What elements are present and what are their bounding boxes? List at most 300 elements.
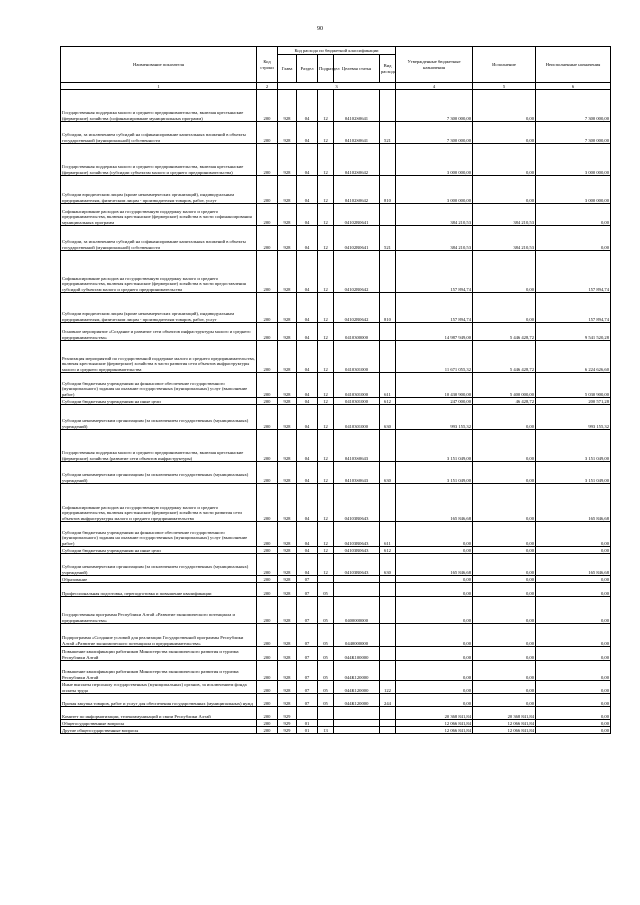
table-row bbox=[61, 226, 611, 251]
table-row bbox=[61, 647, 611, 661]
row-line-code: 200 bbox=[257, 398, 278, 405]
table-row bbox=[61, 373, 611, 398]
row-glava: 928 bbox=[278, 522, 297, 547]
row-glava: 928 bbox=[278, 122, 297, 144]
row-podrazdel: 12 bbox=[318, 90, 334, 122]
row-podrazdel: 12 bbox=[318, 144, 334, 176]
row-target: 04102R0641 bbox=[334, 226, 380, 251]
row-approved: 157 894,74 bbox=[396, 251, 473, 293]
row-execution: 0,00 bbox=[473, 576, 536, 583]
row-razdel: 07 bbox=[297, 624, 318, 647]
row-execution: 12 066 841,84 bbox=[473, 727, 536, 734]
row-approved: 12 066 841,84 bbox=[396, 720, 473, 727]
row-razdel: 07 bbox=[297, 583, 318, 597]
row-target: 04103R0643 bbox=[334, 484, 380, 522]
row-podrazdel: 12 bbox=[318, 323, 334, 341]
header-unexecuted: Неисполненные назначения bbox=[536, 47, 611, 83]
row-line-code: 200 bbox=[257, 373, 278, 398]
row-razdel: 04 bbox=[297, 90, 318, 122]
row-unexecuted: 200 571,28 bbox=[536, 398, 611, 405]
row-vid bbox=[380, 720, 396, 727]
row-execution: 0,00 bbox=[473, 144, 536, 176]
row-target: 04102S0641 bbox=[334, 122, 380, 144]
header-approved: Утвержденные бюджетные назначения bbox=[396, 47, 473, 83]
row-razdel: 07 bbox=[297, 576, 318, 583]
row-podrazdel: 12 bbox=[318, 122, 334, 144]
row-approved: 384 210,53 bbox=[396, 226, 473, 251]
row-unexecuted: 0,00 bbox=[536, 226, 611, 251]
row-razdel: 04 bbox=[297, 430, 318, 462]
row-target: 04103R0643 bbox=[334, 547, 380, 554]
table-row bbox=[61, 323, 611, 341]
row-target: 0410301000 bbox=[334, 398, 380, 405]
row-vid: 521 bbox=[380, 226, 396, 251]
header-target: Целевая статья bbox=[334, 55, 380, 83]
row-vid bbox=[380, 647, 396, 661]
row-glava: 928 bbox=[278, 554, 297, 576]
row-podrazdel: 12 bbox=[318, 398, 334, 405]
table-row bbox=[61, 176, 611, 204]
row-target: 044К120000 bbox=[334, 681, 380, 694]
row-execution: 0,00 bbox=[473, 583, 536, 597]
row-name: Субсидии бюджетным учреждениям на иные цели bbox=[61, 547, 257, 554]
table-row bbox=[61, 522, 611, 547]
row-razdel: 04 bbox=[297, 144, 318, 176]
col-number: 1 bbox=[61, 83, 257, 90]
row-unexecuted: 0,00 bbox=[536, 661, 611, 681]
row-name: Софинансирование расходов на государственную поддержку малого и среднего предпринимательства, включая крестьянские (фермерские) хозяйства в части предоставления субсидий субъектам малого и среднего предпринимательства bbox=[61, 251, 257, 293]
table-row bbox=[61, 547, 611, 554]
row-target: 04102S0642 bbox=[334, 176, 380, 204]
row-unexecuted: 0,00 bbox=[536, 681, 611, 694]
row-podrazdel: 13 bbox=[318, 727, 334, 734]
row-glava: 928 bbox=[278, 323, 297, 341]
row-glava: 928 bbox=[278, 694, 297, 707]
row-name: Софинансирование расходов на государственную поддержку малого и среднего предпринимательства, включая крестьянские (фермерские) хозяйства в части развития сети объектов инфраструктуры малого и среднего предпринимательства bbox=[61, 484, 257, 522]
row-unexecuted: 7 300 000,00 bbox=[536, 122, 611, 144]
row-line-code: 200 bbox=[257, 122, 278, 144]
row-approved: 3 000 000,00 bbox=[396, 144, 473, 176]
row-line-code: 200 bbox=[257, 727, 278, 734]
row-line-code: 200 bbox=[257, 144, 278, 176]
row-target: 04102S0641 bbox=[334, 90, 380, 122]
row-execution: 384 210,53 bbox=[473, 226, 536, 251]
row-razdel: 04 bbox=[297, 522, 318, 547]
row-razdel: 04 bbox=[297, 323, 318, 341]
table-row bbox=[61, 462, 611, 484]
row-line-code: 200 bbox=[257, 176, 278, 204]
row-podrazdel: 12 bbox=[318, 373, 334, 398]
row-unexecuted: 0,00 bbox=[536, 707, 611, 720]
row-vid: 630 bbox=[380, 462, 396, 484]
row-razdel: 04 bbox=[297, 341, 318, 373]
row-line-code: 200 bbox=[257, 226, 278, 251]
row-glava: 929 bbox=[278, 707, 297, 720]
row-line-code: 200 bbox=[257, 554, 278, 576]
row-approved: 0,00 bbox=[396, 522, 473, 547]
row-glava: 928 bbox=[278, 226, 297, 251]
row-razdel: 04 bbox=[297, 398, 318, 405]
row-approved: 0,00 bbox=[396, 681, 473, 694]
row-target bbox=[334, 727, 380, 734]
row-name: Комитет по информатизации, телекоммуникаций и связи Республики Алтай bbox=[61, 707, 257, 720]
row-line-code: 200 bbox=[257, 597, 278, 624]
row-line-code: 200 bbox=[257, 341, 278, 373]
header-classification: Код расхода по бюджетной классификации bbox=[278, 47, 396, 55]
table-row bbox=[61, 398, 611, 405]
row-target: 04102R0642 bbox=[334, 251, 380, 293]
row-execution: 12 066 841,84 bbox=[473, 720, 536, 727]
row-unexecuted: 0,00 bbox=[536, 583, 611, 597]
table-row bbox=[61, 576, 611, 583]
table-row bbox=[61, 122, 611, 144]
row-execution: 0,00 bbox=[473, 547, 536, 554]
row-glava: 928 bbox=[278, 405, 297, 430]
row-razdel: 01 bbox=[297, 720, 318, 727]
row-razdel: 04 bbox=[297, 373, 318, 398]
row-vid: 612 bbox=[380, 398, 396, 405]
table-row bbox=[61, 720, 611, 727]
table-row bbox=[61, 341, 611, 373]
row-unexecuted: 0,00 bbox=[536, 522, 611, 547]
row-glava: 928 bbox=[278, 583, 297, 597]
table-row bbox=[61, 583, 611, 597]
header-line-code: Код строки bbox=[257, 47, 278, 83]
row-glava: 928 bbox=[278, 144, 297, 176]
row-line-code: 200 bbox=[257, 405, 278, 430]
row-glava: 928 bbox=[278, 373, 297, 398]
row-line-code: 200 bbox=[257, 484, 278, 522]
header-glava: Глава bbox=[278, 55, 297, 83]
table-row bbox=[61, 727, 611, 734]
row-execution: 0,00 bbox=[473, 522, 536, 547]
row-line-code: 200 bbox=[257, 647, 278, 661]
row-unexecuted: 6 224 626,60 bbox=[536, 341, 611, 373]
row-vid: 810 bbox=[380, 293, 396, 323]
row-unexecuted: 993 155,32 bbox=[536, 405, 611, 430]
row-glava: 928 bbox=[278, 484, 297, 522]
row-vid bbox=[380, 624, 396, 647]
row-target: 0410300000 bbox=[334, 323, 380, 341]
row-unexecuted: 157 894,74 bbox=[536, 251, 611, 293]
row-glava: 928 bbox=[278, 293, 297, 323]
row-podrazdel: 12 bbox=[318, 547, 334, 554]
row-glava: 928 bbox=[278, 597, 297, 624]
row-line-code: 200 bbox=[257, 293, 278, 323]
col-number: 3 bbox=[278, 83, 396, 90]
row-vid: 122 bbox=[380, 681, 396, 694]
row-approved: 3 151 049,00 bbox=[396, 462, 473, 484]
row-podrazdel: 12 bbox=[318, 522, 334, 547]
row-unexecuted: 0,00 bbox=[536, 647, 611, 661]
row-execution: 0,00 bbox=[473, 251, 536, 293]
row-razdel: 04 bbox=[297, 226, 318, 251]
row-vid bbox=[380, 661, 396, 681]
row-vid bbox=[380, 341, 396, 373]
row-razdel bbox=[297, 707, 318, 720]
col-number: 6 bbox=[536, 83, 611, 90]
row-razdel: 04 bbox=[297, 405, 318, 430]
row-name: Реализация мероприятий по государственной поддержке малого и среднего предпринимательства, включая крестьянские (фермерские) хозяйства в части развития сети объектов инфраструктуры малого и среднего предпринимательства bbox=[61, 341, 257, 373]
row-line-code: 200 bbox=[257, 430, 278, 462]
row-glava: 928 bbox=[278, 462, 297, 484]
row-line-code: 200 bbox=[257, 547, 278, 554]
row-podrazdel: 05 bbox=[318, 624, 334, 647]
row-approved: 0,00 bbox=[396, 576, 473, 583]
row-execution: 0,00 bbox=[473, 176, 536, 204]
row-execution: 0,00 bbox=[473, 430, 536, 462]
row-unexecuted: 5 030 900,00 bbox=[536, 373, 611, 398]
row-name: Субсидии, за исключением субсидий на софинансирование капитальных вложений в объекты государственной (муниципальной) собственности bbox=[61, 226, 257, 251]
row-execution: 0,00 bbox=[473, 405, 536, 430]
row-vid bbox=[380, 597, 396, 624]
row-podrazdel: 12 bbox=[318, 176, 334, 204]
row-name: Иные выплаты персоналу государственных (муниципальных) органов, за исключением фонда оплаты труда bbox=[61, 681, 257, 694]
row-glava: 928 bbox=[278, 661, 297, 681]
row-unexecuted: 0,00 bbox=[536, 624, 611, 647]
row-vid: 521 bbox=[380, 122, 396, 144]
table-row bbox=[61, 144, 611, 176]
row-approved: 0,00 bbox=[396, 624, 473, 647]
row-glava: 928 bbox=[278, 647, 297, 661]
col-number: 5 bbox=[473, 83, 536, 90]
row-execution: 384 210,53 bbox=[473, 204, 536, 226]
table-row bbox=[61, 694, 611, 707]
header-vid: Вид расхода bbox=[380, 55, 396, 83]
row-approved: 0,00 bbox=[396, 547, 473, 554]
table-row bbox=[61, 90, 611, 122]
row-approved: 12 066 841,84 bbox=[396, 727, 473, 734]
col-number: 4 bbox=[396, 83, 473, 90]
header-name: Наименование показателя bbox=[61, 47, 257, 83]
header-razdel: Раздел bbox=[297, 55, 318, 83]
row-glava: 929 bbox=[278, 720, 297, 727]
table-row bbox=[61, 430, 611, 462]
row-approved: 165 846,68 bbox=[396, 554, 473, 576]
row-target bbox=[334, 583, 380, 597]
row-execution: 0,00 bbox=[473, 293, 536, 323]
row-razdel: 01 bbox=[297, 727, 318, 734]
table-row bbox=[61, 293, 611, 323]
row-line-code: 200 bbox=[257, 576, 278, 583]
table-row bbox=[61, 707, 611, 720]
row-execution: 0,00 bbox=[473, 694, 536, 707]
table-row bbox=[61, 624, 611, 647]
row-approved: 7 300 000,00 bbox=[396, 122, 473, 144]
table-row bbox=[61, 251, 611, 293]
row-name: Государственная поддержка малого и среднего предпринимательства, включая крестьянские (фермерские) хозяйства (развитие сети объектов инфраструктуры) bbox=[61, 430, 257, 462]
row-podrazdel: 12 bbox=[318, 204, 334, 226]
row-vid bbox=[380, 204, 396, 226]
row-glava: 928 bbox=[278, 576, 297, 583]
row-unexecuted: 9 541 520,28 bbox=[536, 323, 611, 341]
row-approved: 165 846,68 bbox=[396, 484, 473, 522]
row-unexecuted: 3 151 049,00 bbox=[536, 430, 611, 462]
row-unexecuted: 0,00 bbox=[536, 204, 611, 226]
row-approved: 7 300 000,00 bbox=[396, 90, 473, 122]
row-target: 0410301000 bbox=[334, 405, 380, 430]
row-podrazdel: 12 bbox=[318, 341, 334, 373]
row-line-code: 200 bbox=[257, 522, 278, 547]
row-unexecuted: 165 846,68 bbox=[536, 484, 611, 522]
table-row bbox=[61, 405, 611, 430]
row-vid bbox=[380, 583, 396, 597]
row-podrazdel: 12 bbox=[318, 251, 334, 293]
row-glava: 928 bbox=[278, 204, 297, 226]
table-row bbox=[61, 484, 611, 522]
row-glava: 928 bbox=[278, 430, 297, 462]
row-razdel: 07 bbox=[297, 597, 318, 624]
row-approved: 0,00 bbox=[396, 647, 473, 661]
row-unexecuted: 0,00 bbox=[536, 694, 611, 707]
row-name: Субсидии, за исключением субсидий на софинансирование капитальных вложений в объекты государственной (муниципальной) собственности bbox=[61, 122, 257, 144]
row-execution: 0,00 bbox=[473, 554, 536, 576]
row-podrazdel: 05 bbox=[318, 647, 334, 661]
row-target: 044К120000 bbox=[334, 661, 380, 681]
row-podrazdel: 05 bbox=[318, 681, 334, 694]
row-name: Профессиональная подготовка, переподготовка и повышение квалификации bbox=[61, 583, 257, 597]
row-glava: 928 bbox=[278, 341, 297, 373]
column-numbers-row bbox=[61, 83, 611, 90]
row-vid bbox=[380, 90, 396, 122]
row-name: Другие общегосударственные вопросы bbox=[61, 727, 257, 734]
row-line-code: 200 bbox=[257, 720, 278, 727]
row-vid bbox=[380, 727, 396, 734]
row-target: 0440000000 bbox=[334, 624, 380, 647]
row-approved: 10 430 900,00 bbox=[396, 373, 473, 398]
row-unexecuted: 7 300 000,00 bbox=[536, 90, 611, 122]
row-razdel: 04 bbox=[297, 204, 318, 226]
row-name: Субсидии юридическим лицам (кроме некоммерческих организаций), индивидуальным предпринимателям, физическим лицам - производителям товаров, работ, услуг bbox=[61, 176, 257, 204]
row-target: 0410301000 bbox=[334, 341, 380, 373]
row-vid: 611 bbox=[380, 373, 396, 398]
row-unexecuted: 3 000 000,00 bbox=[536, 144, 611, 176]
row-podrazdel: 05 bbox=[318, 583, 334, 597]
row-vid: 244 bbox=[380, 694, 396, 707]
row-podrazdel: 12 bbox=[318, 484, 334, 522]
row-podrazdel: 05 bbox=[318, 694, 334, 707]
row-glava: 928 bbox=[278, 90, 297, 122]
row-approved: 384 210,53 bbox=[396, 204, 473, 226]
row-glava: 928 bbox=[278, 547, 297, 554]
row-execution: 20 368 841,84 bbox=[473, 707, 536, 720]
row-vid: 630 bbox=[380, 554, 396, 576]
row-approved: 11 671 055,32 bbox=[396, 341, 473, 373]
row-line-code: 200 bbox=[257, 323, 278, 341]
row-vid bbox=[380, 484, 396, 522]
row-execution: 5 446 428,72 bbox=[473, 323, 536, 341]
row-approved: 14 987 949,00 bbox=[396, 323, 473, 341]
row-execution: 0,00 bbox=[473, 597, 536, 624]
row-line-code: 200 bbox=[257, 694, 278, 707]
row-podrazdel: 12 bbox=[318, 554, 334, 576]
row-vid bbox=[380, 576, 396, 583]
row-vid bbox=[380, 430, 396, 462]
table-row bbox=[61, 681, 611, 694]
row-target: 04102R0641 bbox=[334, 204, 380, 226]
row-line-code: 200 bbox=[257, 204, 278, 226]
row-razdel: 04 bbox=[297, 122, 318, 144]
row-target: 044К120000 bbox=[334, 694, 380, 707]
row-execution: 0,00 bbox=[473, 484, 536, 522]
row-razdel: 04 bbox=[297, 484, 318, 522]
row-target bbox=[334, 720, 380, 727]
row-approved: 247 000,00 bbox=[396, 398, 473, 405]
row-target: 04103S0643 bbox=[334, 430, 380, 462]
row-line-code: 200 bbox=[257, 583, 278, 597]
row-name: Субсидии юридическим лицам (кроме некоммерческих организаций), индивидуальным предпринимателям, физическим лицам - производителям товаров, работ, услуг bbox=[61, 293, 257, 323]
col-number: 2 bbox=[257, 83, 278, 90]
row-name: Софинансирование расходов на государственную поддержку малого и среднего предпринимательства, включая крестьянские (фермерские) хозяйства в части софинансирования муниципальных программ bbox=[61, 204, 257, 226]
row-podrazdel: 12 bbox=[318, 293, 334, 323]
row-name: Повышение квалификации работников Министерства экономического развития и туризма Республики Алтай bbox=[61, 661, 257, 681]
row-vid bbox=[380, 251, 396, 293]
row-name: Государственная поддержка малого и среднего предпринимательства, включая крестьянские (фермерские) хозяйства (субсидии субъектам малого и среднего предпринимательства) bbox=[61, 144, 257, 176]
row-target bbox=[334, 707, 380, 720]
row-unexecuted: 3 151 049,00 bbox=[536, 462, 611, 484]
row-podrazdel bbox=[318, 707, 334, 720]
row-line-code: 200 bbox=[257, 90, 278, 122]
row-podrazdel: 05 bbox=[318, 597, 334, 624]
row-razdel: 07 bbox=[297, 694, 318, 707]
row-line-code: 200 bbox=[257, 681, 278, 694]
row-execution: 0,00 bbox=[473, 90, 536, 122]
row-name: Подпрограмма «Создание условий для реализации Государственной программы Республики Алтай «Развитие экономического потенциала и предпринимательства» bbox=[61, 624, 257, 647]
row-target: 044К100000 bbox=[334, 647, 380, 661]
row-name: Субсидии некоммерческим организациям (за исключением государственных (муниципальных) учреждений) bbox=[61, 462, 257, 484]
row-vid: 630 bbox=[380, 405, 396, 430]
row-razdel: 07 bbox=[297, 681, 318, 694]
row-razdel: 04 bbox=[297, 293, 318, 323]
row-execution: 46 428,72 bbox=[473, 398, 536, 405]
row-podrazdel bbox=[318, 576, 334, 583]
row-vid bbox=[380, 323, 396, 341]
row-line-code: 200 bbox=[257, 661, 278, 681]
row-name: Общегосударственные вопросы bbox=[61, 720, 257, 727]
header-podrazdel: Подраздел bbox=[318, 55, 334, 83]
row-glava: 928 bbox=[278, 176, 297, 204]
row-execution: 5 400 000,00 bbox=[473, 373, 536, 398]
row-glava: 928 bbox=[278, 398, 297, 405]
row-execution: 0,00 bbox=[473, 462, 536, 484]
row-vid: 612 bbox=[380, 547, 396, 554]
row-approved: 0,00 bbox=[396, 694, 473, 707]
row-unexecuted: 165 846,68 bbox=[536, 554, 611, 576]
row-name: Субсидии бюджетным учреждениям на иные цели bbox=[61, 398, 257, 405]
row-name: Субсидии бюджетным учреждениям на финансовое обеспечение государственного (муниципального) задания на оказание государственных (муниципальных) услуг (выполнение работ) bbox=[61, 373, 257, 398]
row-name: Государственная программа Республики Алтай «Развитие экономического потенциала и предпринимательства» bbox=[61, 597, 257, 624]
row-target: 04103R0643 bbox=[334, 554, 380, 576]
row-podrazdel: 12 bbox=[318, 430, 334, 462]
row-glava: 929 bbox=[278, 727, 297, 734]
row-unexecuted: 0,00 bbox=[536, 576, 611, 583]
row-unexecuted: 0,00 bbox=[536, 597, 611, 624]
row-vid: 810 bbox=[380, 176, 396, 204]
row-glava: 928 bbox=[278, 681, 297, 694]
row-line-code: 200 bbox=[257, 462, 278, 484]
row-line-code: 200 bbox=[257, 707, 278, 720]
row-unexecuted: 157 894,74 bbox=[536, 293, 611, 323]
row-vid bbox=[380, 707, 396, 720]
row-razdel: 07 bbox=[297, 647, 318, 661]
row-unexecuted: 3 000 000,00 bbox=[536, 176, 611, 204]
row-razdel: 04 bbox=[297, 176, 318, 204]
row-podrazdel: 05 bbox=[318, 661, 334, 681]
row-target: 04102S0642 bbox=[334, 144, 380, 176]
row-podrazdel: 12 bbox=[318, 405, 334, 430]
row-approved: 20 368 841,84 bbox=[396, 707, 473, 720]
row-execution: 0,00 bbox=[473, 647, 536, 661]
